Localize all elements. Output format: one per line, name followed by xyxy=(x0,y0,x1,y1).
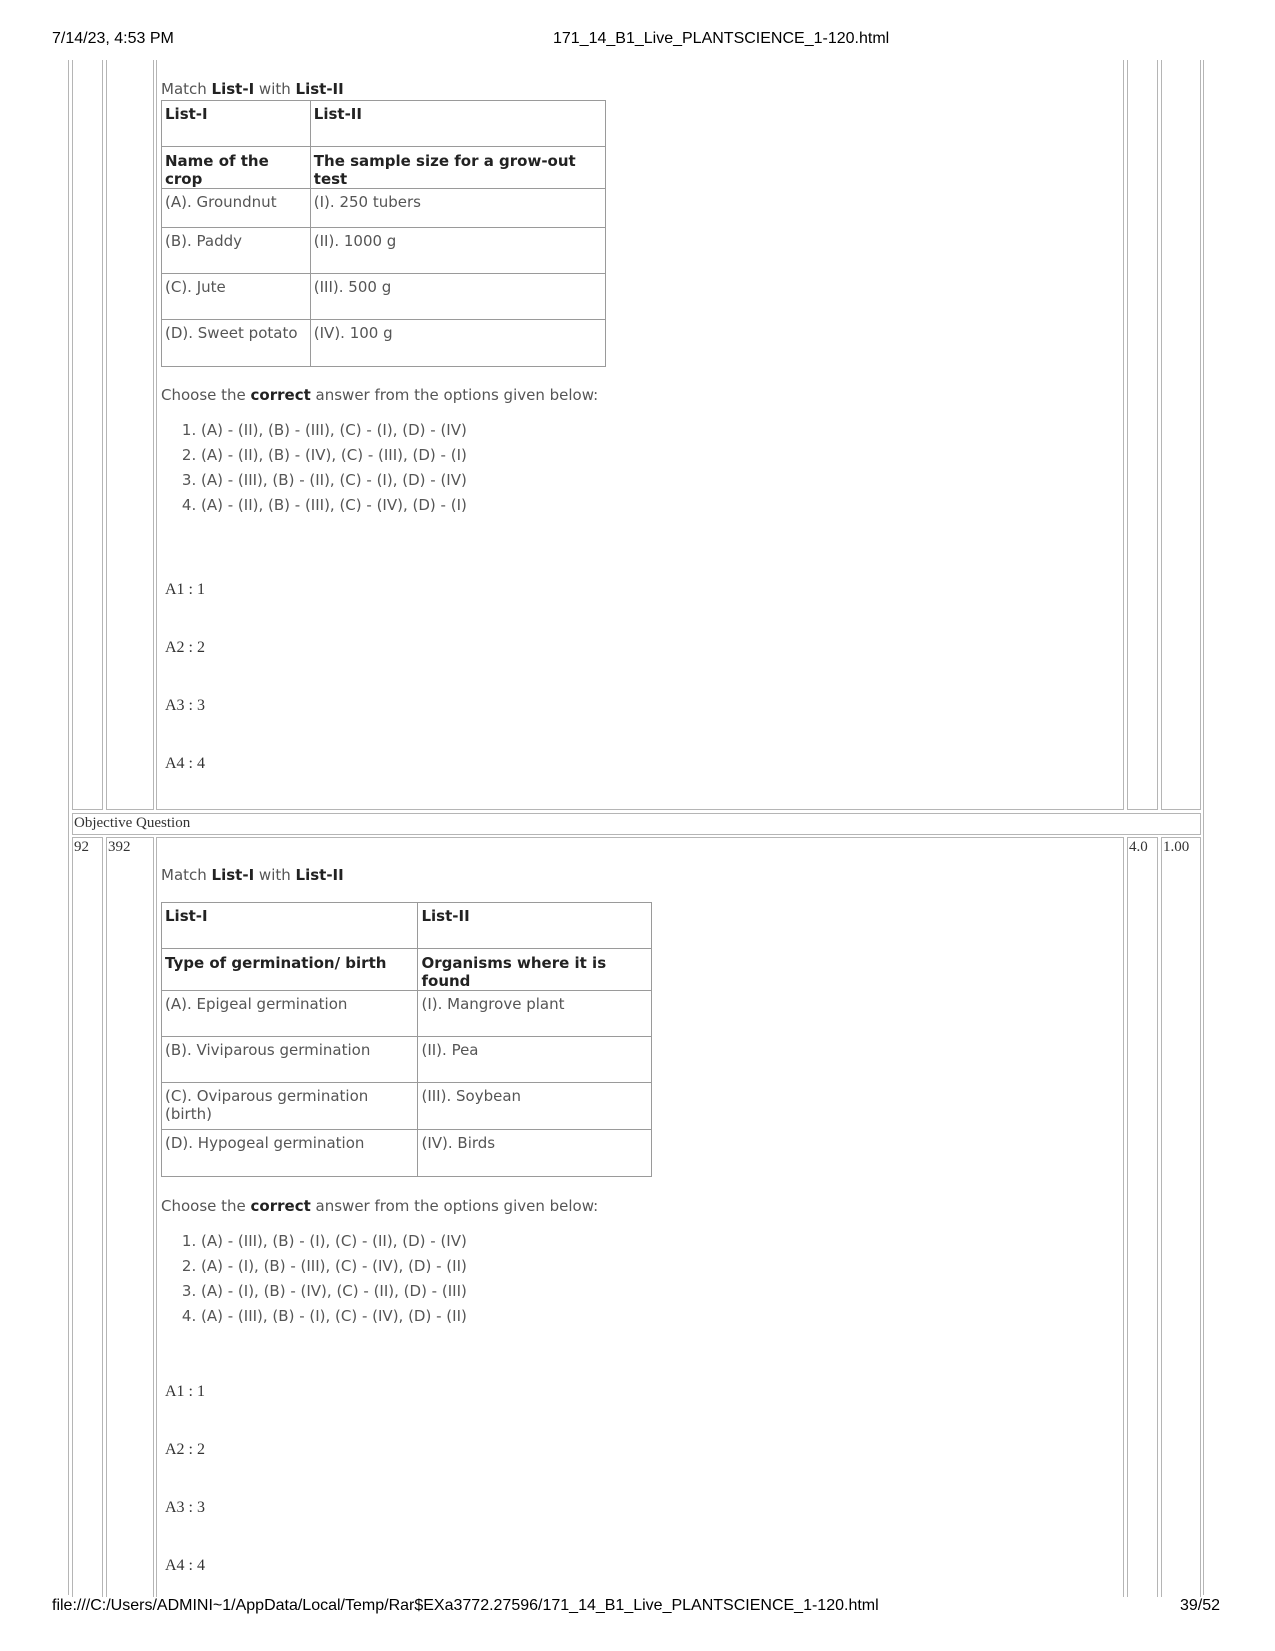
table-subheader-row: Type of germination/ birth Organisms where it is found xyxy=(162,949,652,991)
q1-answer-3: A3 : 3 xyxy=(165,697,205,714)
table-row: (C). Jute (III). 500 g xyxy=(162,274,606,320)
table-row: (B). Viviparous germination (II). Pea xyxy=(162,1037,652,1083)
q1-answer-1: A1 : 1 xyxy=(165,581,205,598)
q1-options-list xyxy=(161,418,606,518)
table-row: (D). Hypogeal germination (IV). Birds xyxy=(162,1130,652,1177)
table-row: (A). Epigeal germination (I). Mangrove plant xyxy=(162,991,652,1037)
q1-sno-cell xyxy=(72,60,103,810)
q1-instruction: Match List-I with List-II xyxy=(161,80,344,98)
q1-match-table xyxy=(161,100,606,367)
option-item: 3. (A) - (III), (B) - (II), (C) - (I), (D) - (IV) xyxy=(201,468,606,493)
outer-border-right xyxy=(1203,60,1204,1595)
table-row: (A). Groundnut (I). 250 tubers xyxy=(162,189,606,228)
section-label: Objective Question xyxy=(74,815,191,831)
option-item: 3. (A) - (I), (B) - (IV), (C) - (II), (D) - (III) xyxy=(201,1279,652,1304)
q2-answer-2: A2 : 2 xyxy=(165,1441,205,1458)
option-item: 4. (A) - (II), (B) - (III), (C) - (IV), (D) - (I) xyxy=(201,493,606,518)
table-subheader-row: Name of the crop The sample size for a grow-out test xyxy=(162,147,606,189)
q2-choose-text: Choose the correct answer from the options given below: xyxy=(161,1197,599,1215)
q2-marks: 4.0 xyxy=(1129,839,1148,855)
q2-sno-cell xyxy=(72,837,103,1597)
q2-match-table xyxy=(161,902,652,1177)
table-row: (D). Sweet potato (IV). 100 g xyxy=(162,320,606,367)
q2-instruction: Match List-I with List-II xyxy=(161,866,344,884)
q2-qid-cell xyxy=(106,837,154,1597)
q1-marks-cell xyxy=(1127,60,1158,810)
q1-choose-text: Choose the correct answer from the options given below: xyxy=(161,386,599,404)
outer-border-left xyxy=(68,60,69,1595)
q2-serial-number: 92 xyxy=(74,839,89,855)
q2-options-list xyxy=(161,1229,652,1329)
table-header-row: List-I List-II xyxy=(162,903,652,949)
section-label-cell xyxy=(72,813,1201,835)
q1-content xyxy=(161,80,606,518)
table-header-row: List-I List-II xyxy=(162,101,606,147)
q2-neg-cell xyxy=(1161,837,1201,1597)
q2-question-id: 392 xyxy=(108,839,131,855)
option-item: 1. (A) - (III), (B) - (I), (C) - (II), (D) - (IV) xyxy=(201,1229,652,1254)
option-item: 1. (A) - (II), (B) - (III), (C) - (I), (D) - (IV) xyxy=(201,418,606,443)
option-item: 2. (A) - (I), (B) - (III), (C) - (IV), (D) - (II) xyxy=(201,1254,652,1279)
print-file-path: file:///C:/Users/ADMINI~1/AppData/Local/Temp/Rar$EXa3772.27596/171_14_B1_Live_PLANTSCIENCE_1-120.html xyxy=(52,1597,879,1614)
q2-content xyxy=(161,866,652,1329)
q2-answer-1: A1 : 1 xyxy=(165,1383,205,1400)
option-item: 2. (A) - (II), (B) - (IV), (C) - (III), (D) - (I) xyxy=(201,443,606,468)
q1-qid-cell xyxy=(106,60,154,810)
q1-answer-2: A2 : 2 xyxy=(165,639,205,656)
q2-answer-3: A3 : 3 xyxy=(165,1499,205,1516)
q2-marks-cell xyxy=(1127,837,1158,1597)
option-item: 4. (A) - (III), (B) - (I), (C) - (IV), (D) - (II) xyxy=(201,1304,652,1329)
q1-neg-cell xyxy=(1161,60,1201,810)
table-row: (B). Paddy (II). 1000 g xyxy=(162,228,606,274)
table-row: (C). Oviparous germination (birth) (III). Soybean xyxy=(162,1083,652,1130)
q2-negative-marks: 1.00 xyxy=(1163,839,1190,855)
q2-answer-4: A4 : 4 xyxy=(165,1557,205,1574)
q1-answer-4: A4 : 4 xyxy=(165,755,205,772)
print-datetime: 7/14/23, 4:53 PM xyxy=(52,30,174,47)
print-page-number: 39/52 xyxy=(1180,1597,1221,1614)
print-doc-title: 171_14_B1_Live_PLANTSCIENCE_1-120.html xyxy=(553,30,890,47)
